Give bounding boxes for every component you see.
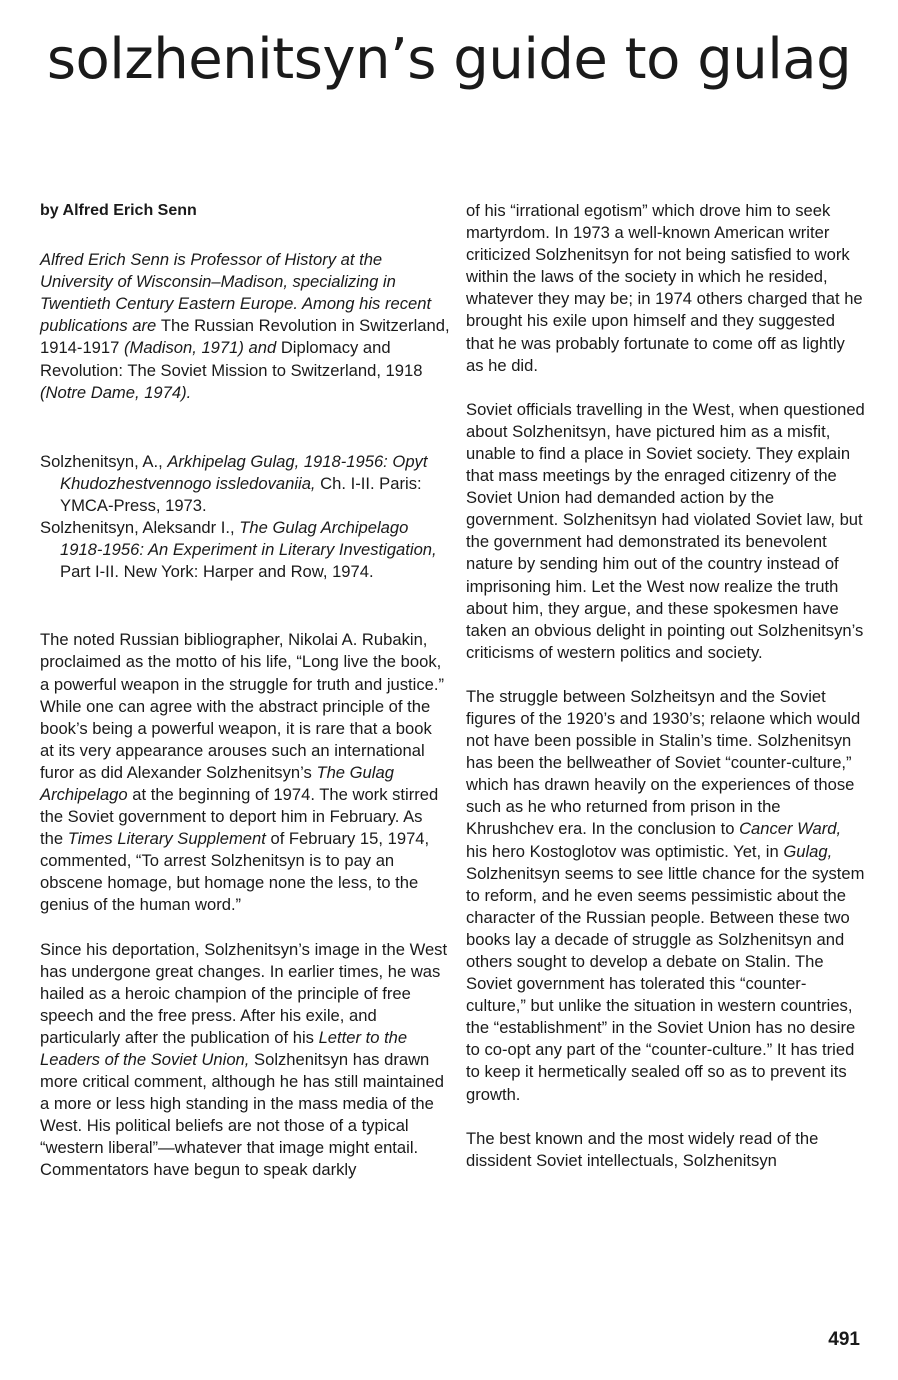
bio-book-1: The Russian Revolution in Switzerland, 1914-1917 xyxy=(40,316,450,358)
left-column xyxy=(40,200,450,1182)
bio-text-3: (Notre Dame, 1974). xyxy=(40,382,192,402)
bibliography-entry xyxy=(40,451,450,517)
para1-text-3: of February 15, 1974, commented, “To arrest Solzhenitsyn is to pay an obscene homage, but homage none the less, to the genius of the human word.” xyxy=(40,829,430,915)
body-paragraph-3: of his “irrational egotism” which drove him to seek martyrdom. In 1973 a well-known American writer criticized Solzhenitsyn for not being satisfied to work within the laws of the society in which he resided, whatever they may be; in 1974 others charged that he brought his exile upon himself and they suggested that he was probably fortunate to come off as lightly as he did. xyxy=(466,201,863,375)
article-title: solzhenitsyn’s guide to gulag xyxy=(46,27,852,92)
para5-text-2: his hero Kostoglotov was optimistic. Yet, in xyxy=(466,841,779,861)
body-paragraph-6: The best known and the most widely read of the dissident Soviet intellectuals, Solzhenitsyn xyxy=(466,1128,819,1170)
body-paragraph-2 xyxy=(40,939,450,1182)
bio-book-2: Diplomacy and Revolution: The Soviet Mission to Switzerland, 1918 xyxy=(40,338,423,380)
para5-text-3: Solzhenitsyn seems to see little chance for the system to reform, and he even seems pessimistic about the character of the Russian people. Between these two books lay a decade of struggle as Solzhenitsyn and others sought to develop a debate on Stalin. The Soviet government has tolerated this “counter-culture,” but unlike the situation in western countries, the “establishment” in the Soviet Union has no desire to co-opt any part of the “counter-culture.” It has tried to keep it hermetically sealed off so as to prevent its growth. xyxy=(466,863,865,1104)
para1-publication: Times Literary Supplement xyxy=(67,829,266,849)
bio-text-1: Alfred Erich Senn is Professor of History at the University of Wisconsin–Madison, specializing in Twentieth Century Eastern Europe. Among his recent publications are xyxy=(40,250,432,336)
byline: by Alfred Erich Senn xyxy=(40,202,197,219)
bib-title: Arkhipelag Gulag, 1918-1956: Opyt Khudozhestvennogo issledovaniia, xyxy=(60,451,428,493)
bib-author: Solzhenitsyn, Aleksandr I., xyxy=(40,518,235,538)
para5-book-cancer-ward: Cancer Ward, xyxy=(739,819,842,839)
right-column xyxy=(466,200,866,1172)
body-paragraph-5 xyxy=(466,686,866,1106)
para2-letter-title: Letter to the Leaders of the Soviet Union, xyxy=(40,1027,408,1069)
author-bio xyxy=(40,249,450,404)
para1-text-2: at the beginning of 1974. The work stirred the Soviet government to deport him in February. As the xyxy=(40,784,439,849)
bib-title: The Gulag Archipelago 1918-1956: An Experiment in Literary Investigation, xyxy=(60,518,437,560)
para1-book-title: The Gulag Archipelago xyxy=(40,762,394,804)
bib-details: Ch. I-II. Paris: YMCA-Press, 1973. xyxy=(60,473,422,515)
para5-text-1: The struggle between Solzheitsyn and the Soviet figures of the 1920’s and 1930’s; relaone which would not have been possible in Stalin’s time. Solzhenitsyn has been the bellweather of Soviet “counter-culture,” which has drawn heavily on the experiences of those such as he who returned from prison in the Khrushchev era. In the conclusion to xyxy=(466,686,861,839)
page-number: 491 xyxy=(828,1329,860,1350)
para2-text-2: Solzhenitsyn has drawn more critical comment, although he has still maintained a more or less high standing in the mass media of the West. His political beliefs are not those of a typical “western liberal”—whatever that image might entail. Commentators have begun to speak darkly xyxy=(40,1050,444,1180)
para2-text-1: Since his deportation, Solzhenitsyn’s image in the West has undergone great changes. In earlier times, he was hailed as a heroic champion of the principle of free speech and the free press. After his exile, and particularly after the publication of his xyxy=(40,939,448,1047)
bio-text-2: (Madison, 1971) and xyxy=(123,338,277,358)
para5-book-gulag: Gulag, xyxy=(783,841,833,861)
bibliography-entry xyxy=(40,517,450,583)
bib-details: Part I-II. New York: Harper and Row, 1974. xyxy=(60,562,374,582)
body-paragraph-1 xyxy=(40,629,450,916)
para1-text-1: The noted Russian bibliographer, Nikolai A. Rubakin, proclaimed as the motto of his life, “Long live the book, a powerful weapon in the struggle for truth and justice.” While one can agree with the abstract principle of the book’s being a powerful weapon, it is rare that a book at its very appearance arouses such an international furor as did Alexander Solzhenitsyn’s xyxy=(40,630,445,782)
bibliography xyxy=(40,451,450,584)
body-paragraph-4: Soviet officials travelling in the West, when questioned about Solzhenitsyn, have pictured him as a misfit, unable to find a place in Soviet society. They explain that mass meetings by the enraged citizenry of the Soviet Union had demanded action by the government. Solzhenitsyn had violated Soviet law, but the government had demonstrated its benevolent nature by sending him out of the country instead of imprisoning him. Let the West now realize the truth about him, they argue, and these spokesmen have taken an obvious delight in pointing out Solzhenitsyn’s criticisms of western politics and society. xyxy=(466,399,865,662)
bib-author: Solzhenitsyn, A., xyxy=(40,451,163,471)
